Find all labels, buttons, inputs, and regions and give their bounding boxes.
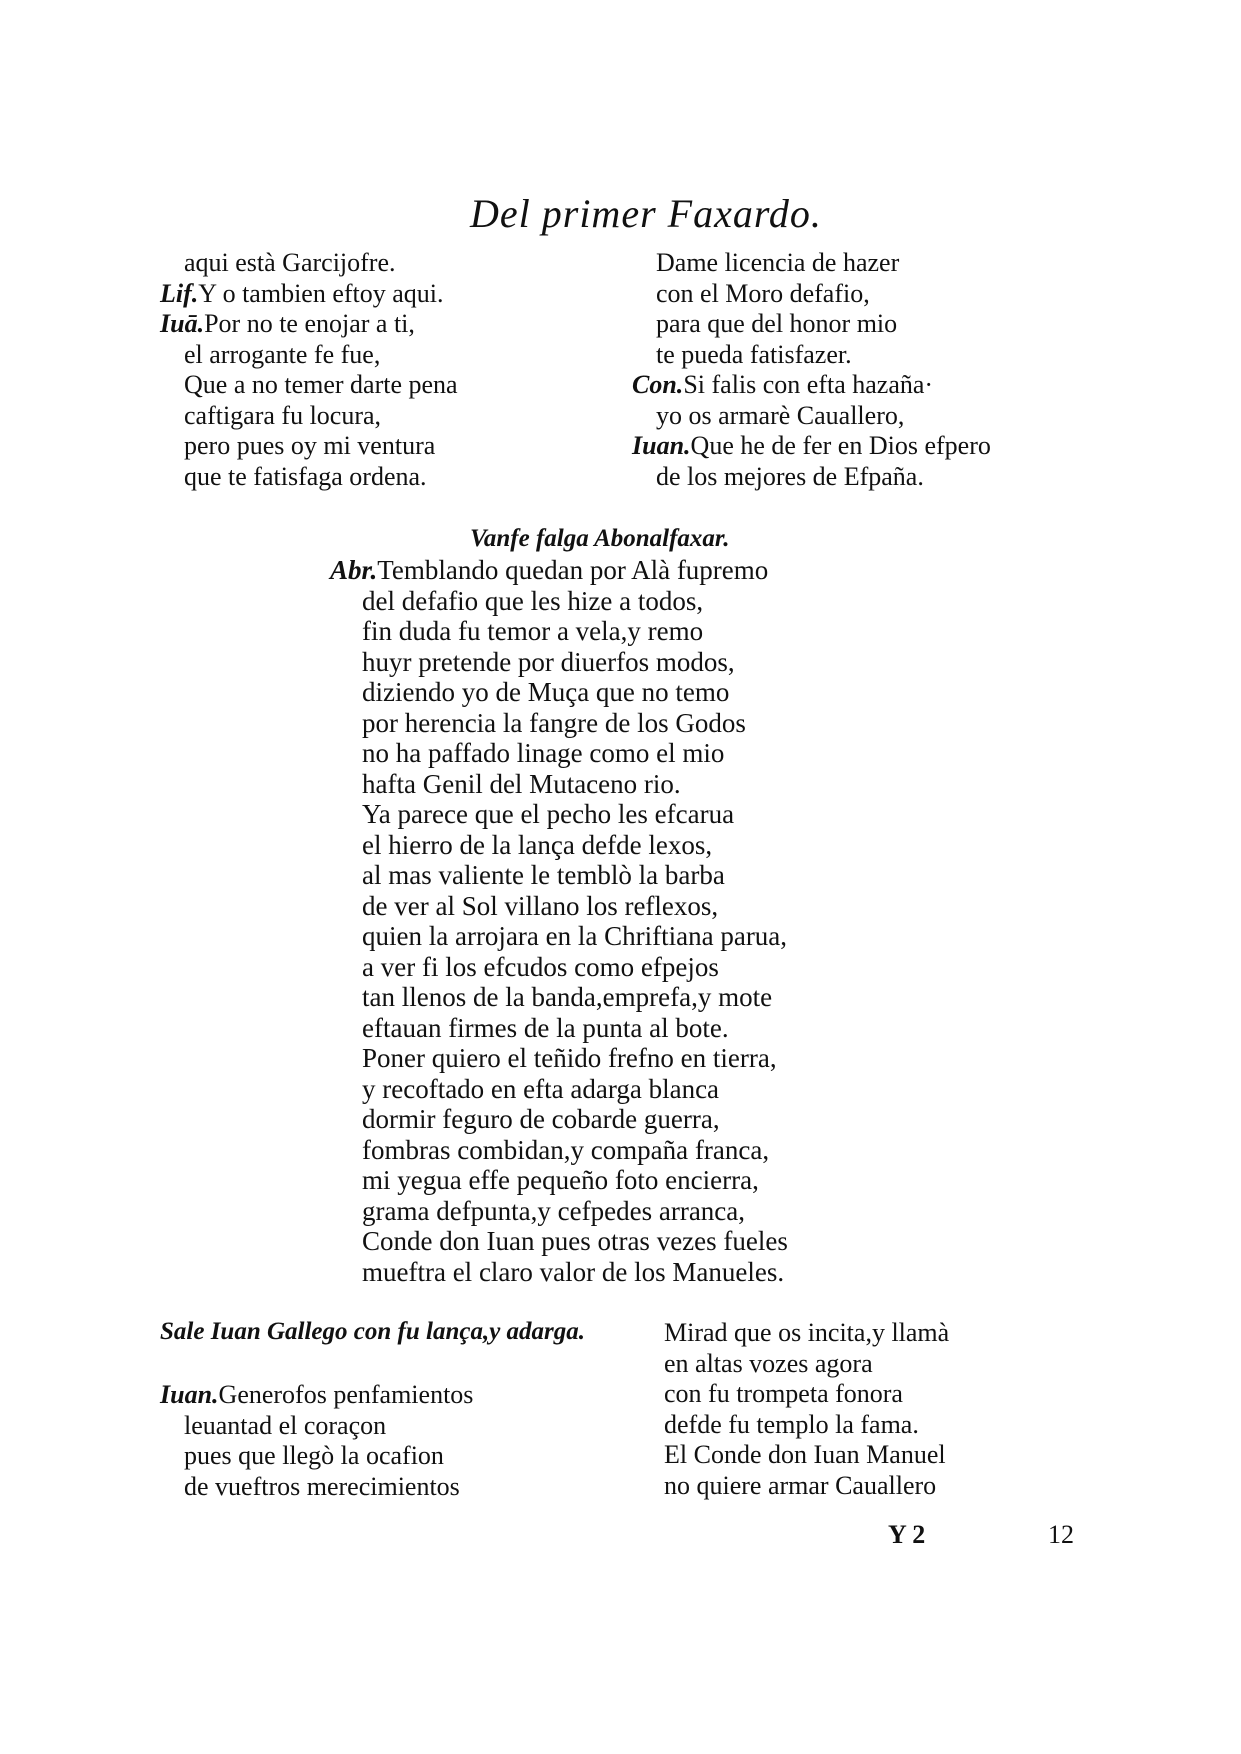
verse-line [632, 309, 991, 340]
verse-line [330, 738, 788, 769]
verse-text: defde fu templo la fama. [664, 1409, 919, 1439]
verse-line [160, 401, 458, 432]
verse-line [330, 1074, 788, 1105]
verse-line [330, 555, 788, 586]
verse-line [160, 279, 458, 310]
speaker-label: Iuan. [160, 1380, 219, 1409]
verse-line [330, 891, 788, 922]
verse-text: quien la arrojara en la Chriftiana parua, [362, 921, 788, 951]
verse-text: Poner quiero el teñido frefno en tierra, [362, 1043, 777, 1073]
verse-line [632, 248, 991, 279]
verse-text: leuantad el coraçon [184, 1410, 387, 1440]
verse-line [632, 462, 991, 493]
verse-text: el hierro de la lança defde lexos, [362, 829, 713, 860]
verse-text: de los mejores de Efpaña. [656, 461, 924, 491]
stage-direction: Sale Iuan Gallego con fu lança,y adarga. [160, 1318, 586, 1345]
speaker-label: Lif. [160, 278, 199, 308]
verse-line [330, 677, 788, 708]
verse-text: El Conde don Iuan Manuel [664, 1440, 946, 1469]
verse-text: dormir feguro de cobarde guerra, [362, 1104, 720, 1134]
verse-line [640, 1410, 949, 1441]
verse-text: tan llenos de la banda,emprefa,y mote [362, 982, 773, 1012]
verse-line [632, 401, 991, 432]
verse-text: y recoftado en efta adarga blanca [362, 1073, 720, 1104]
speaker-label: Con. [632, 370, 684, 399]
verse-text: con fu trompeta fonora [664, 1379, 903, 1408]
speaker-label: Iuan. [632, 431, 691, 460]
verse-line [330, 1043, 788, 1074]
verse-line [160, 248, 458, 279]
verse-line [330, 708, 788, 739]
verse-column-bottom-left [160, 1380, 473, 1502]
verse-line [632, 279, 991, 310]
verse-line [330, 647, 788, 678]
speaker-label: Abr. [330, 555, 378, 585]
verse-line [160, 1411, 473, 1442]
verse-line [330, 1257, 788, 1288]
verse-line [160, 1472, 473, 1503]
verse-text: Temblando quedan por Alà fupremo [377, 555, 769, 585]
verse-line [640, 1349, 949, 1380]
verse-line [640, 1440, 949, 1471]
verse-text: mi yegua effe pequeño foto encierra, [362, 1165, 759, 1195]
verse-line [640, 1471, 949, 1502]
verse-line [330, 921, 788, 952]
verse-text: Dame licencia de hazer [656, 248, 900, 277]
verse-line [632, 370, 991, 401]
verse-text: aqui està Garcijofre. [184, 248, 396, 277]
verse-text: por herencia la fangre de los Godos [362, 707, 746, 738]
stage-direction: Vanfe falga Abonalfaxar. [470, 525, 730, 552]
verse-text: el arrogante fe fue, [184, 339, 381, 369]
verse-line [160, 1441, 473, 1472]
verse-text: Mirad que os incita,y llamà [664, 1318, 950, 1347]
verse-text: en altas vozes agora [664, 1348, 873, 1378]
verse-line [330, 982, 788, 1013]
verse-text: de ver al Sol villano los reflexos, [362, 890, 719, 921]
verse-text: del defafio que les hize a todos, [362, 585, 704, 616]
verse-text: con el Moro defafio, [656, 278, 870, 308]
verse-text: para que del honor mio [656, 309, 898, 338]
verse-line [330, 952, 788, 983]
verse-line [632, 340, 991, 371]
verse-column-bottom-right [640, 1318, 949, 1501]
speaker-label: Iuā. [160, 309, 205, 338]
verse-text: yo os armarè Cauallero, [656, 400, 905, 430]
verse-text: que te fatisfaga ordena. [184, 461, 427, 491]
verse-text: fombras combidan,y compaña franca, [362, 1134, 770, 1165]
verse-line [330, 769, 788, 800]
verse-text: te pueda fatisfazer. [656, 339, 852, 369]
verse-line [330, 1226, 788, 1257]
verse-text: Que he de fer en Dios efpero [690, 431, 991, 460]
verse-text: pues que llegò la ocafion [184, 1441, 444, 1470]
verse-column-middle [330, 555, 788, 1287]
verse-line [330, 616, 788, 647]
verse-text: pero pues oy mi ventura [184, 431, 436, 460]
verse-text: a ver fi los efcudos como efpejos [362, 951, 719, 982]
verse-text: Que a no temer darte pena [184, 370, 458, 399]
verse-line [330, 1196, 788, 1227]
verse-line [640, 1379, 949, 1410]
verse-text: Y o tambien eftoy aqui. [198, 278, 444, 308]
verse-text: hafta Genil del Mutaceno rio. [362, 768, 681, 799]
verse-text: eftauan firmes de la punta al bote. [362, 1012, 729, 1043]
verse-text: no ha paffado linage como el mio [362, 738, 725, 768]
verse-line [160, 340, 458, 371]
verse-line [330, 860, 788, 891]
verse-line [330, 586, 788, 617]
verse-line [160, 462, 458, 493]
verse-line [160, 309, 458, 340]
verse-line [330, 1165, 788, 1196]
verse-line [330, 799, 788, 830]
verse-line [330, 1013, 788, 1044]
verse-line [160, 1380, 473, 1411]
verse-text: de vueftros merecimientos [184, 1471, 460, 1501]
verse-text: Ya parece que el pecho les efcarua [362, 799, 735, 829]
verse-line [640, 1318, 949, 1349]
verse-text: Conde don Iuan pues otras vezes fueles [362, 1226, 788, 1256]
verse-text: Si falis con efta hazaña· [683, 370, 934, 399]
signature-mark: Y 2 [888, 1520, 926, 1549]
verse-line [330, 830, 788, 861]
verse-text: huyr pretende por diuerfos modos, [362, 646, 735, 677]
verse-text: al mas valiente le temblò la barba [362, 860, 725, 890]
verse-line [632, 431, 991, 462]
verse-text: Por no te enojar a ti, [204, 309, 415, 338]
verse-text: diziendo yo de Muça que no temo [362, 677, 730, 707]
verse-text: fin duda fu temor a vela,y remo [362, 616, 704, 646]
folio-number: 12 [1048, 1520, 1074, 1549]
verse-column-top-left [160, 248, 458, 492]
verse-text: caftigara fu locura, [184, 400, 382, 430]
verse-column-top-right [632, 248, 991, 492]
verse-text: grama defpunta,y cefpedes arranca, [362, 1195, 746, 1226]
verse-text: no quiere armar Cauallero [664, 1470, 937, 1500]
verse-text: Generofos penfamientos [218, 1380, 474, 1409]
verse-line [160, 370, 458, 401]
verse-line [330, 1135, 788, 1166]
verse-line [160, 431, 458, 462]
running-head: Del primer Faxardo. [470, 191, 822, 236]
verse-line [330, 1104, 788, 1135]
verse-text: mueftra el claro valor de los Manueles. [362, 1256, 785, 1287]
